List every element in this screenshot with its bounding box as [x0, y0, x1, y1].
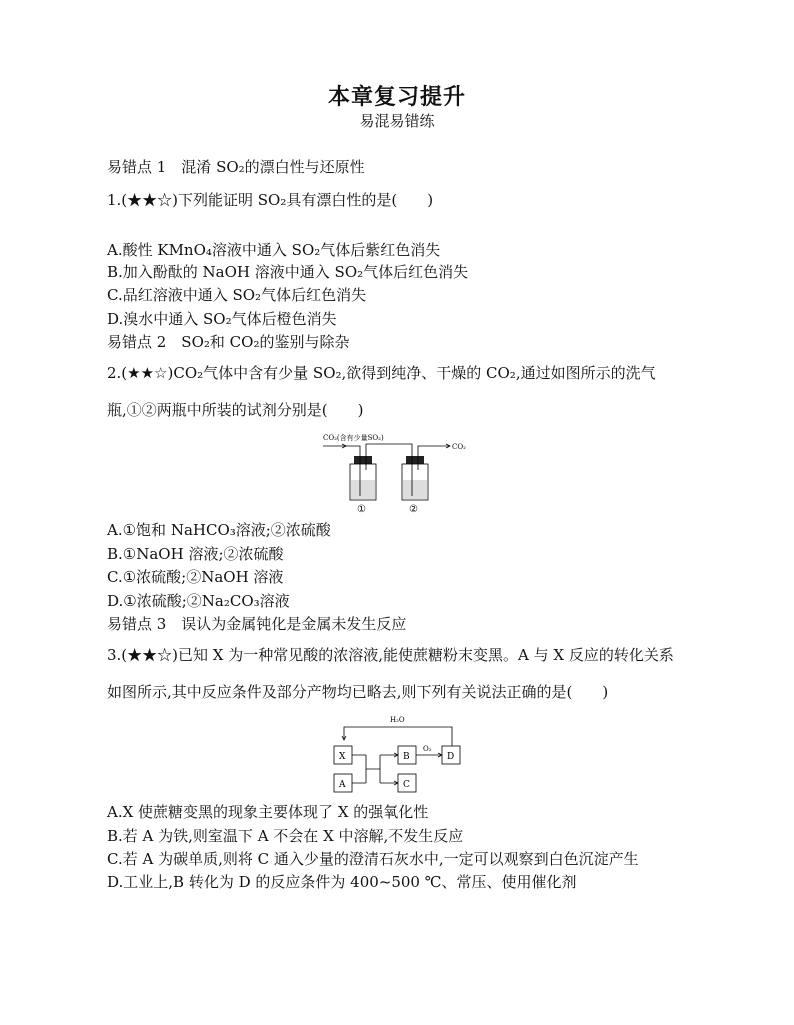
question-2-option-c: C.①浓硫酸;②NaOH 溶液: [107, 568, 284, 586]
question-1-stem: 1.(★★☆)下列能证明 SO₂具有漂白性的是( ): [107, 191, 434, 209]
question-2-stem-line1: 2.(★★☆)CO₂气体中含有少量 SO₂,欲得到纯净、干燥的 CO₂,通过如图所示的洗气: [107, 364, 656, 382]
feedback-line: [344, 727, 452, 746]
inlet-label: CO₂(含有少量SO₂): [323, 434, 384, 442]
question-3-option-b: B.若 A 为铁,则室温下 A 不会在 X 中溶解,不发生反应: [107, 827, 464, 845]
question-3-stem-line2: 如图所示,其中反应条件及部分产物均已略去,则下列有关说法正确的是( ): [107, 683, 609, 701]
box-a-label: A: [339, 780, 346, 790]
section-heading-2: 易错点 2 SO₂和 CO₂的鉴别与除杂: [107, 333, 350, 351]
question-3-option-c: C.若 A 为碳单质,则将 C 通入少量的澄清石灰水中,一定可以观察到白色沉淀产生: [107, 850, 639, 868]
connecting-tube: [346, 444, 432, 456]
question-3-option-a: A.X 使蔗糖变黑的现象主要体现了 X 的强氧化性: [107, 803, 429, 821]
bottle-1: [350, 456, 376, 500]
oxygen-label: O₂: [423, 745, 432, 753]
question-2-option-b: B.①NaOH 溶液;②浓硫酸: [107, 545, 284, 563]
bottle-2: [402, 456, 428, 500]
reaction-flow-figure: [330, 712, 470, 797]
question-1-option-d: D.溴水中通入 SO₂气体后橙色消失: [107, 310, 337, 328]
merge-lines: [352, 755, 398, 783]
section-heading-1: 易错点 1 混淆 SO₂的漂白性与还原性: [107, 158, 365, 176]
question-2-option-d: D.①浓硫酸;②Na₂CO₃溶液: [107, 592, 290, 610]
bottle-1-label: ①: [357, 504, 366, 515]
question-2-option-a: A.①饱和 NaHCO₃溶液;②浓硫酸: [107, 521, 331, 539]
gas-washing-bottles-figure: [320, 430, 480, 515]
page-subtitle: 易混易错练: [359, 112, 435, 130]
question-3-stem-line1: 3.(★★☆)已知 X 为一种常见酸的浓溶液,能使蔗糖粉末变黑。A 与 X 反应的转化关系: [107, 646, 674, 664]
water-label: H₂O: [390, 716, 405, 724]
outlet-label: CO₂: [452, 443, 466, 451]
question-1-option-a: A.酸性 KMnO₄溶液中通入 SO₂气体后紫红色消失: [107, 241, 441, 259]
page-title: 本章复习提升: [327, 84, 466, 110]
question-1-option-c: C.品红溶液中通入 SO₂气体后红色消失: [107, 286, 367, 304]
box-c-label: C: [403, 780, 410, 790]
question-2-stem-line2: 瓶,①②两瓶中所装的试剂分别是( ): [107, 401, 364, 419]
box-x-label: X: [339, 752, 346, 762]
bottle-2-label: ②: [409, 504, 418, 515]
question-1-option-b: B.加入酚酞的 NaOH 溶液中通入 SO₂气体后红色消失: [107, 263, 469, 281]
box-d-label: D: [447, 752, 455, 762]
question-3-option-d: D.工业上,B 转化为 D 的反应条件为 400~500 ℃、常压、使用催化剂: [107, 873, 577, 891]
box-b-label: B: [403, 752, 410, 762]
section-heading-3: 易错点 3 误认为金属钝化是金属未发生反应: [107, 615, 407, 633]
